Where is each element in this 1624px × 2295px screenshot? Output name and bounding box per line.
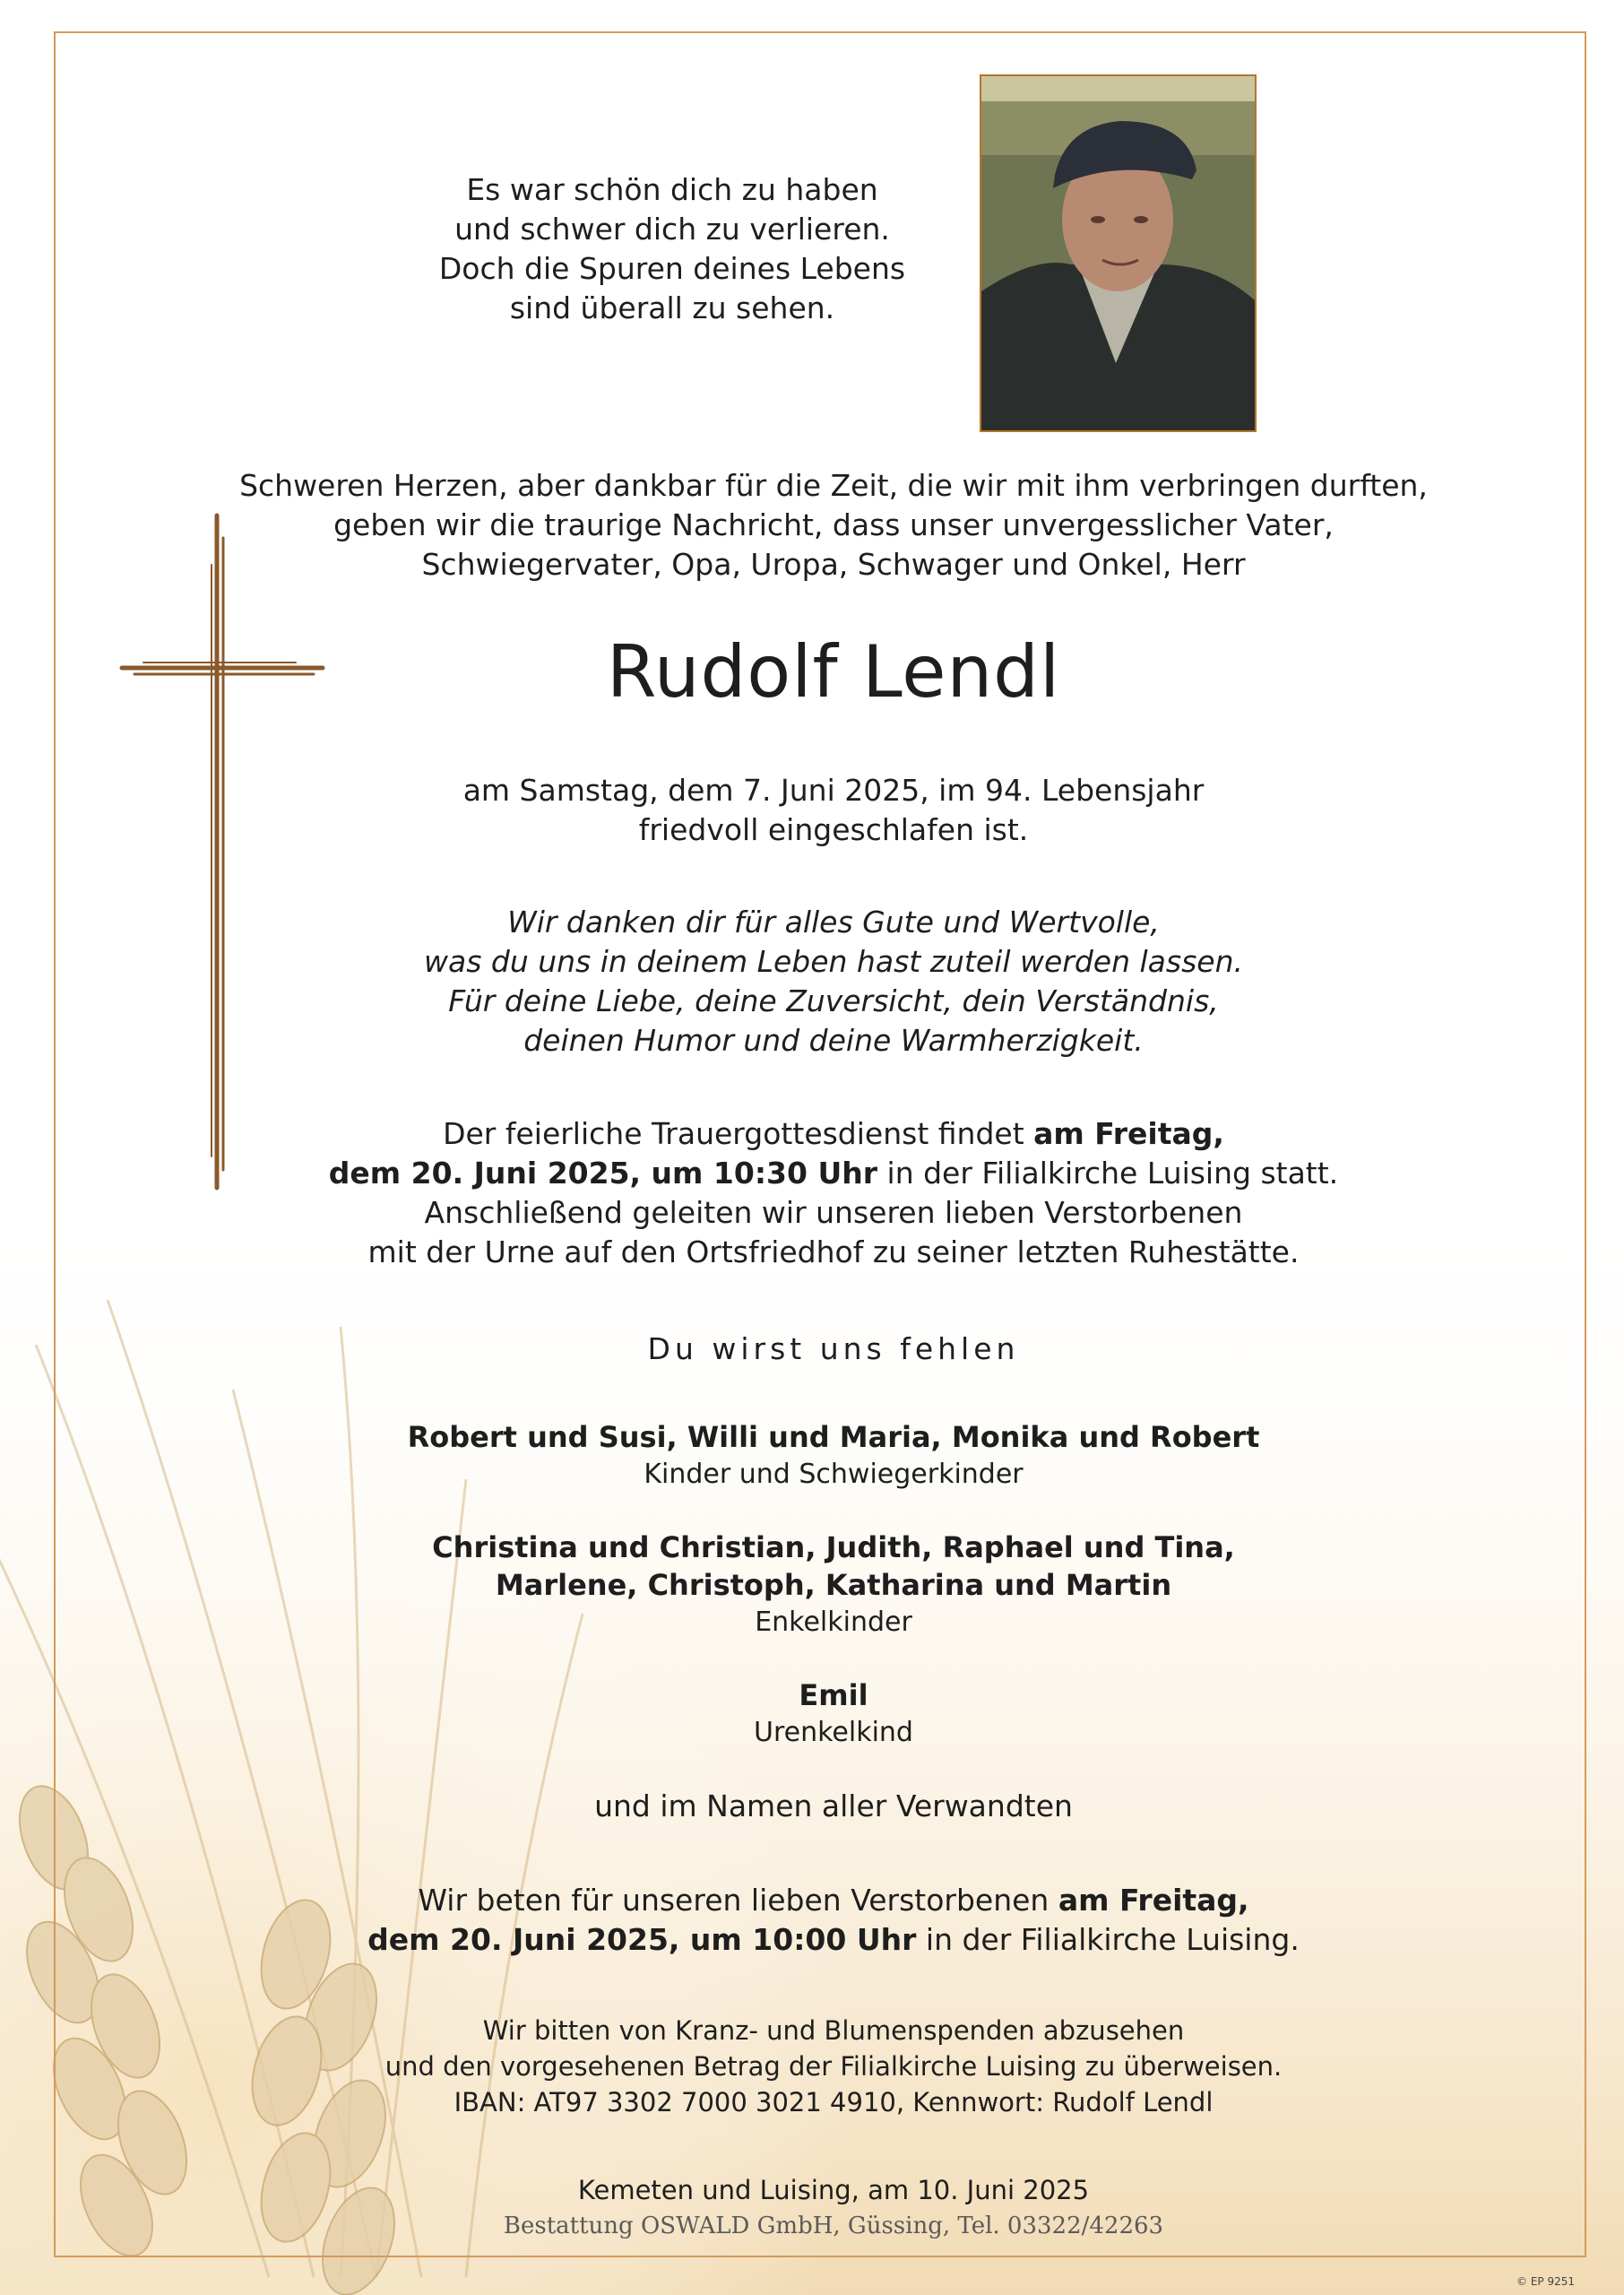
intro-line: Schwiegervater, Opa, Uropa, Schwager und Onkel, Herr	[421, 547, 1246, 582]
family-names: Emil	[799, 1678, 868, 1712]
family-role: Kinder und Schwiegerkinder	[644, 1459, 1024, 1490]
prayer-line	[134, 1881, 1533, 1920]
service-text: Der feierliche Trauergottesdienst findet	[443, 1116, 1034, 1151]
family-role: Urenkelkind	[754, 1717, 913, 1748]
opening-poem	[269, 170, 1075, 328]
family-grandchildren	[134, 1529, 1533, 1641]
service-line: mit der Urne auf den Ortsfriedhof zu seiner letzten Ruhestätte.	[367, 1234, 1300, 1269]
service-line	[134, 1114, 1533, 1154]
thanks-line: Wir danken dir für alles Gute und Wertvolle,	[507, 905, 1160, 940]
portrait-photo	[980, 74, 1257, 432]
poem-line: Es war schön dich zu haben	[466, 172, 878, 207]
funeral-service-info	[134, 1114, 1533, 1272]
place-date: Kemeten und Luising, am 10. Juni 2025	[577, 2175, 1090, 2205]
thanks-line: was du uns in deinem Leben hast zuteil werden lassen.	[423, 944, 1243, 979]
family-children	[134, 1418, 1533, 1494]
print-code: © EP 9251	[1516, 2275, 1575, 2288]
prayer-line	[134, 1920, 1533, 1960]
family-great-grandchildren	[134, 1676, 1533, 1752]
family-role: Enkelkinder	[755, 1606, 912, 1638]
intro-line: geben wir die traurige Nachricht, dass unser unvergesslicher Vater,	[333, 507, 1334, 542]
service-day: am Freitag,	[1033, 1116, 1224, 1151]
thanks-line: Für deine Liebe, deine Zuversicht, dein Verständnis,	[448, 983, 1219, 1018]
service-line: Anschließend geleiten wir unseren lieben Verstorbenen	[424, 1195, 1243, 1230]
family-names: Robert und Susi, Willi und Maria, Monika und Robert	[407, 1420, 1260, 1454]
donation-line: IBAN: AT97 3302 7000 3021 4910, Kennwort: Rudolf Lendl	[454, 2087, 1214, 2117]
donation-line: und den vorgesehenen Betrag der Filialkirche Luising zu überweisen.	[384, 2051, 1283, 2082]
poem-line: und schwer dich zu verlieren.	[454, 212, 890, 247]
service-location: in der Filialkirche Luising statt.	[877, 1156, 1339, 1191]
intro-line: Schweren Herzen, aber dankbar für die Zeit, die wir mit ihm verbringen durften,	[239, 468, 1428, 503]
undertaker-info: Bestattung OSWALD GmbH, Güssing, Tel. 03322/42263	[503, 2213, 1164, 2239]
prayer-date-time: dem 20. Juni 2025, um 10:00 Uhr	[367, 1922, 917, 1957]
relatives-line: und im Namen aller Verwandten	[594, 1788, 1073, 1823]
thanks-text	[134, 903, 1533, 1061]
donation-request	[134, 2013, 1533, 2120]
miss-you-heading: Du wirst uns fehlen	[647, 1331, 1020, 1366]
cross-icon	[117, 511, 332, 1192]
death-line: friedvoll eingeschlafen ist.	[638, 812, 1029, 847]
intro-text	[134, 466, 1533, 585]
donation-line: Wir bitten von Kranz- und Blumenspenden abzusehen	[482, 2015, 1185, 2046]
prayer-info	[134, 1881, 1533, 1960]
prayer-location: in der Filialkirche Luising.	[916, 1922, 1300, 1957]
thanks-line: deinen Humor und deine Warmherzigkeit.	[523, 1023, 1144, 1058]
poem-line: sind überall zu sehen.	[509, 290, 835, 325]
death-line: am Samstag, dem 7. Juni 2025, im 94. Lebensjahr	[462, 773, 1205, 808]
prayer-day: am Freitag,	[1058, 1883, 1249, 1918]
deceased-name: Rudolf Lendl	[606, 630, 1061, 714]
poem-line: Doch die Spuren deines Lebens	[438, 251, 906, 286]
service-line	[134, 1154, 1533, 1193]
family-names: Marlene, Christoph, Katharina und Martin	[495, 1568, 1172, 1602]
death-notice	[134, 771, 1533, 850]
prayer-text: Wir beten für unseren lieben Verstorbenen	[418, 1883, 1058, 1918]
service-date-time: dem 20. Juni 2025, um 10:30 Uhr	[328, 1156, 878, 1191]
family-names: Christina und Christian, Judith, Raphael und Tina,	[432, 1530, 1235, 1564]
